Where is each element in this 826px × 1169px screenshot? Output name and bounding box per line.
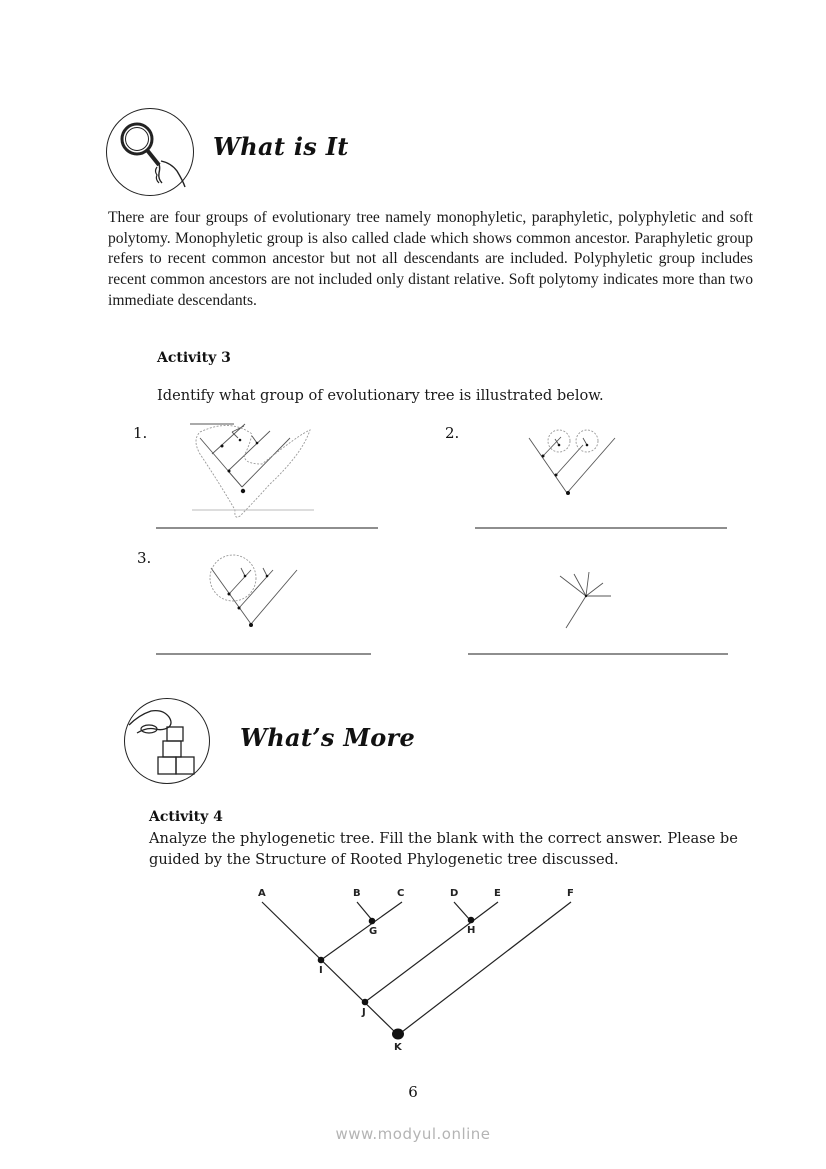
item-1-number: 1.	[133, 424, 148, 442]
tip-label-f: F	[567, 888, 574, 899]
hand-stacking-blocks-icon	[124, 698, 210, 784]
item-3-number: 3.	[137, 549, 152, 567]
intro-paragraph-text: There are four groups of evolutionary tree namely monophyletic, paraphyletic, polyphyletic and soft polytomy. Monophyletic group is also called clade which shows common ancestor. Paraphyletic group refers to recent common ancestor but not all descendants are included. Polyphyletic group includes recent common ancestors are not included only distant relative. Soft polytomy indicates more than two immediate descendants.	[108, 209, 753, 309]
section-title-what-is-it: What is It	[213, 132, 349, 161]
tip-label-d: D	[450, 888, 459, 899]
tip-label-b: B	[353, 888, 361, 899]
page-number: 6	[408, 1083, 418, 1101]
activity-3-instruction: Identify what group of evolutionary tree is illustrated below.	[157, 387, 604, 404]
node-label-j: J	[362, 1007, 366, 1018]
item-4-answer-blank[interactable]	[468, 653, 728, 655]
magnifying-glass-hand-icon	[106, 108, 194, 196]
section-title-whats-more: What’s More	[240, 723, 416, 752]
polyphyletic-tree-diagram	[525, 425, 625, 505]
watermark: www.modyul.online	[335, 1125, 491, 1143]
paraphyletic-tree-diagram	[190, 424, 320, 524]
node-label-h: H	[467, 925, 476, 936]
soft-polytomy-diagram	[560, 572, 620, 642]
item-2-answer-blank[interactable]	[475, 527, 727, 529]
tip-label-e: E	[494, 888, 501, 899]
tip-label-c: C	[397, 888, 405, 899]
activity-4-instruction: Analyze the phylogenetic tree. Fill the blank with the correct answer. Please be guided by the Structure of Rooted Phylogenetic tree discussed.	[149, 830, 738, 868]
node-label-i: I	[319, 965, 323, 976]
activity-3-title: Activity 3	[157, 350, 231, 366]
tip-label-a: A	[258, 888, 266, 899]
node-label-g: G	[369, 926, 378, 937]
item-3-answer-blank[interactable]	[156, 653, 371, 655]
monophyletic-tree-diagram	[205, 552, 315, 632]
item-1-answer-blank[interactable]	[156, 527, 378, 529]
intro-paragraph	[108, 208, 753, 312]
activity-4-title: Activity 4	[149, 809, 223, 825]
rooted-phylogenetic-tree	[245, 880, 585, 1060]
item-2-number: 2.	[445, 424, 460, 442]
node-label-k: K	[394, 1042, 402, 1053]
